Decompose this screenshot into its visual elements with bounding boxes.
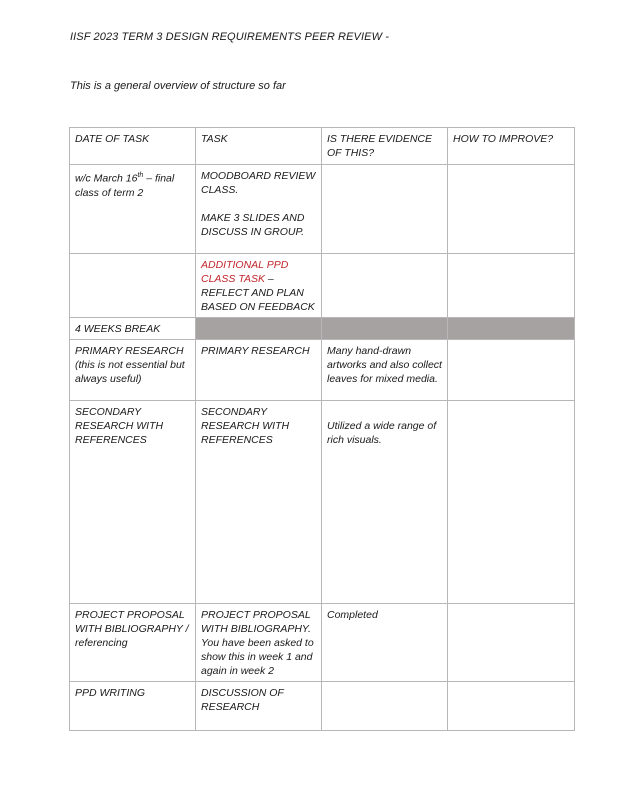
row-improve-cell xyxy=(448,682,575,731)
row-date-cell: PROJECT PROPOSAL WITH BIBLIOGRAPHY / referencing xyxy=(70,604,196,682)
date-superscript: th xyxy=(137,172,144,179)
row-date-cell: PPD WRITING xyxy=(70,682,196,731)
task-highlight-text: ADDITIONAL PPD CLASS TASK xyxy=(201,259,289,285)
row-date-cell: PRIMARY RESEARCH (this is not essential but always useful) xyxy=(70,340,196,401)
task-line: MAKE 3 SLIDES AND DISCUSS IN GROUP. xyxy=(201,212,305,238)
row-evidence-cell: Completed xyxy=(322,604,448,682)
shaded-cell xyxy=(448,318,575,340)
row-task-cell xyxy=(196,165,322,254)
row-evidence-cell xyxy=(322,401,448,604)
row-improve-cell xyxy=(448,340,575,401)
row-improve-cell xyxy=(448,604,575,682)
row-evidence-cell: Many hand-drawn artworks and also collect leaves for mixed media. xyxy=(322,340,448,401)
document-title: IISF 2023 TERM 3 DESIGN REQUIREMENTS PEER REVIEW - xyxy=(70,31,389,43)
table-row xyxy=(70,682,575,731)
peer-review-table xyxy=(69,127,575,731)
table-row xyxy=(70,401,575,604)
table-row xyxy=(70,165,575,254)
document-subtitle: This is a general overview of structure so far xyxy=(70,80,286,92)
header-evidence: IS THERE EVIDENCE OF THIS? xyxy=(322,128,448,165)
row-improve-cell xyxy=(448,401,575,604)
table-row xyxy=(70,604,575,682)
task-line: MOODBOARD REVIEW CLASS. xyxy=(201,170,316,196)
header-how-to-improve: HOW TO IMPROVE? xyxy=(448,128,575,165)
table-row xyxy=(70,340,575,401)
table-row xyxy=(70,254,575,318)
row-evidence-cell xyxy=(322,254,448,318)
row-improve-cell xyxy=(448,165,575,254)
row-evidence-cell xyxy=(322,682,448,731)
row-date-cell: 4 WEEKS BREAK xyxy=(70,318,196,340)
table-row-break xyxy=(70,318,575,340)
row-date-cell: SECONDARY RESEARCH WITH REFERENCES xyxy=(70,401,196,604)
shaded-cell xyxy=(196,318,322,340)
row-task-cell: PROJECT PROPOSAL WITH BIBLIOGRAPHY. You have been asked to show this in week 1 and again in week 2 xyxy=(196,604,322,682)
header-date-of-task: DATE OF TASK xyxy=(70,128,196,165)
row-task-cell xyxy=(196,254,322,318)
row-task-cell: PRIMARY RESEARCH xyxy=(196,340,322,401)
header-task: TASK xyxy=(196,128,322,165)
date-text: w/c March 16 xyxy=(75,172,138,185)
shaded-cell xyxy=(322,318,448,340)
table-header-row xyxy=(70,128,575,165)
task-text: – REFLECT AND PLAN BASED ON FEEDBACK xyxy=(201,273,315,313)
evidence-text: Utilized a wide range of rich visuals. xyxy=(327,420,437,446)
date-text-suffix: – final class of term 2 xyxy=(75,172,175,199)
row-date-cell xyxy=(70,165,196,254)
row-task-cell: DISCUSSION OF RESEARCH xyxy=(196,682,322,731)
row-evidence-cell xyxy=(322,165,448,254)
row-task-cell: SECONDARY RESEARCH WITH REFERENCES xyxy=(196,401,322,604)
row-date-cell xyxy=(70,254,196,318)
row-improve-cell xyxy=(448,254,575,318)
